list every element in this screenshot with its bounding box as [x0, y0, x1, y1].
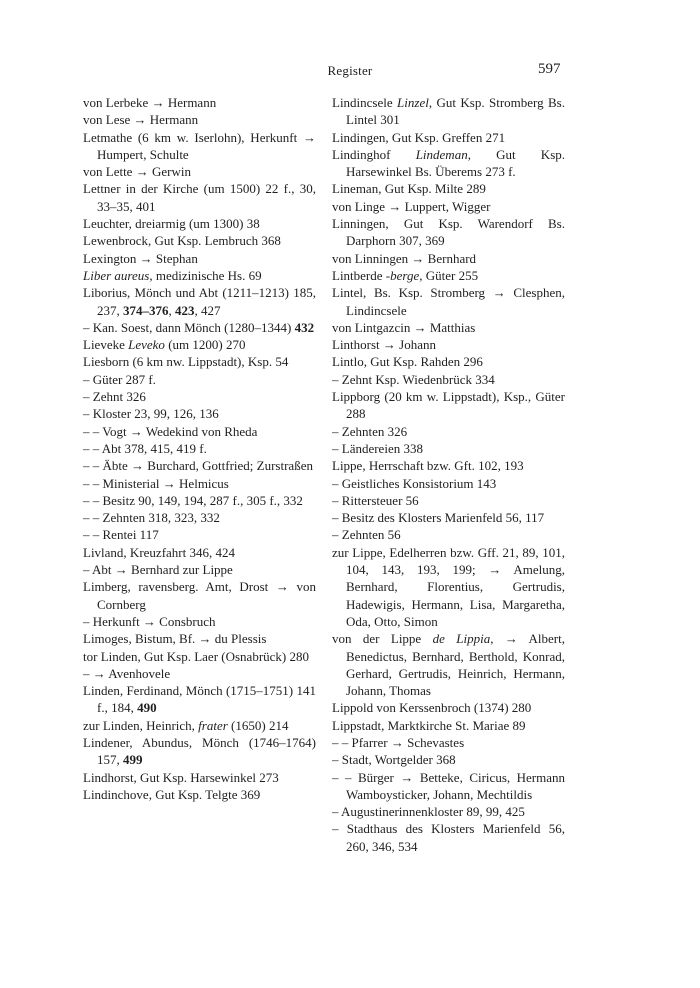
- index-entry-text: von Linningen → Bernhard: [332, 250, 477, 266]
- index-entry-text: – – Bürger → Betteke, Ciricus, Hermann Wamboysticker, Johann, Mechtildis: [332, 769, 565, 802]
- index-entry: [83, 786, 316, 803]
- index-entry: [332, 371, 565, 388]
- index-entry: [332, 146, 565, 181]
- index-entry-text: Letmathe (6 km w. Iserlohn), Herkunft → Humpert, Schulte: [83, 129, 316, 162]
- index-entry-text: – – Abt 378, 415, 419 f.: [83, 440, 207, 456]
- index-entry: [332, 388, 565, 423]
- index-entry-text: von Lese → Hermann: [83, 112, 199, 128]
- index-entry-text: Lippstadt, Marktkirche St. Mariae 89: [332, 717, 526, 733]
- index-entry: [83, 353, 316, 370]
- running-header: Register: [327, 63, 373, 78]
- index-entry: [332, 734, 565, 751]
- index-entry-text: – – Ministerial → Helmicus: [83, 475, 229, 491]
- index-entry-text: – Stadthaus des Klosters Marienfeld 56, 260, 346, 534: [332, 821, 565, 854]
- index-entry-text: Linden, Ferdinand, Mönch (1715–1751) 141 f., 184,: [83, 683, 316, 716]
- index-entry-text: 432: [294, 319, 315, 335]
- index-entry: [332, 198, 565, 215]
- index-entry-text: – – Vogt → Wedekind von Rheda: [83, 423, 258, 439]
- index-entry-text: Lieveke: [83, 337, 129, 353]
- index-entry-text: tor Linden, Gut Ksp. Laer (Osnabrück) 280: [83, 648, 309, 664]
- index-entry: [83, 129, 316, 164]
- index-entry-text: Lintel, Bs. Ksp. Stromberg → Clesphen, Lindincsele: [332, 285, 565, 318]
- index-entry: [83, 388, 316, 405]
- index-entry-text: frater: [198, 717, 228, 733]
- index-entry: [332, 526, 565, 543]
- index-entry-text: 490: [137, 700, 157, 716]
- index-entry: [83, 423, 316, 440]
- index-entry-text: Limoges, Bistum, Bf. → du Plessis: [83, 631, 267, 647]
- index-entry-text: Linthorst → Johann: [332, 337, 436, 353]
- index-entry-text: – → Avenhovele: [83, 665, 171, 681]
- index-entry-text: – – Pfarrer → Schevastes: [332, 734, 465, 750]
- index-entry: [83, 440, 316, 457]
- index-entry: [332, 319, 565, 336]
- index-entry: [332, 129, 565, 146]
- index-entry: [83, 371, 316, 388]
- index-entry-text: Lindeman: [415, 146, 468, 162]
- index-entry-text: – Ländereien 338: [332, 440, 423, 456]
- index-entry-text: , Güter 255: [419, 267, 479, 283]
- index-entry-text: 423: [175, 302, 195, 318]
- index-entry: [332, 267, 565, 284]
- index-entry-text: 374–376: [123, 302, 169, 318]
- index-entry-text: – Zehnten 56: [332, 527, 401, 543]
- index-entry: [332, 250, 565, 267]
- index-entry: [332, 475, 565, 492]
- index-entry-text: , Gut Ksp. Harsewinkel Bs. Überems 273 f.: [346, 146, 565, 180]
- index-entry: [83, 457, 316, 474]
- index-entry: [83, 578, 316, 613]
- index-entry-text: zur Lippe, Edelherren bzw. Gff. 21, 89, 101, 104, 143, 193, 199; → Amelung, Bernhard, Florentius, Gertrudis, Hadewigis, Hermann, Lisa, Margaretha, Oda, Otto, Simon: [332, 544, 565, 629]
- index-entry: [83, 475, 316, 492]
- index-entry: [332, 509, 565, 526]
- index-entry-text: Linzel: [397, 95, 429, 110]
- index-entry-text: Lewenbrock, Gut Ksp. Lembruch 368: [83, 233, 281, 249]
- index-entry-text: , medizinische Hs. 69: [149, 267, 262, 283]
- index-entry-text: Lettner in der Kirche (um 1500) 22 f., 30, 33–35, 401: [83, 181, 316, 214]
- index-entry: [83, 405, 316, 422]
- index-entry: [83, 648, 316, 665]
- index-entry: [332, 215, 565, 250]
- index-entry-text: (1650) 214: [227, 717, 289, 733]
- index-entry-text: – Rittersteuer 56: [332, 492, 419, 508]
- index-entry: [332, 820, 565, 855]
- index-entry-text: – Zehnten 326: [332, 423, 408, 439]
- index-entry: [83, 630, 316, 647]
- index-entry-text: Lindincsele: [332, 95, 398, 110]
- index-entry-text: Lindinchove, Gut Ksp. Telgte 369: [83, 786, 261, 802]
- index-entry-text: von Lintgazcin → Matthias: [332, 319, 476, 335]
- index-entry-text: – Zehnt Ksp. Wiedenbrück 334: [332, 371, 495, 387]
- index-entry-text: Liber aureus: [83, 267, 150, 283]
- index-entry-text: Livland, Kreuzfahrt 346, 424: [83, 544, 235, 560]
- index-entry: [332, 699, 565, 716]
- index-entry: [83, 267, 316, 284]
- index-entry: [83, 509, 316, 526]
- index-entry-text: Liesborn (6 km nw. Lippstadt), Ksp. 54: [83, 354, 289, 370]
- index-entry: [332, 544, 565, 630]
- index-entry-text: -berge: [385, 267, 420, 283]
- index-entry-text: , Gut Ksp. Stromberg Bs. Lintel 301: [346, 95, 565, 128]
- index-entry-text: von Lerbeke → Hermann: [83, 95, 217, 110]
- index-entry: [332, 440, 565, 457]
- index-entry: [83, 336, 316, 353]
- index-entry-text: zur Linden, Heinrich,: [83, 717, 199, 733]
- index-entry-text: , → Albert, Benedictus, Bernhard, Berthold, Konrad, Gerhard, Gertrudis, Heinrich, Hermann, Johann, Thomas: [346, 631, 565, 699]
- index-entry-text: Lineman, Gut Ksp. Milte 289: [332, 181, 486, 197]
- index-entry-text: – – Rentei 117: [83, 527, 159, 543]
- index-entry: [332, 284, 565, 319]
- index-entry: [332, 717, 565, 734]
- page-number: 597: [538, 61, 561, 77]
- index-entry-text: de Lippia: [432, 631, 491, 647]
- index-entry: [83, 561, 316, 578]
- index-entry-text: Lintberde: [332, 267, 386, 283]
- index-entry: [83, 232, 316, 249]
- index-entry-text: von Lette → Gerwin: [83, 164, 191, 180]
- index-entry-text: Limberg, ravensberg. Amt, Drost → von Cornberg: [83, 579, 316, 612]
- index-entry-text: – Zehnt 326: [83, 389, 146, 405]
- index-entry-text: – – Zehnten 318, 323, 332: [83, 510, 220, 526]
- index-entry-text: – Abt → Bernhard zur Lippe: [83, 562, 233, 578]
- index-entry: [83, 544, 316, 561]
- index-entry-text: – – Äbte → Burchard, Gottfried; Zurstraßen: [83, 458, 313, 474]
- index-entry: [83, 111, 316, 128]
- index-entry: [83, 163, 316, 180]
- index-entry: [83, 180, 316, 215]
- index-entry-text: von der Lippe: [332, 631, 433, 647]
- index-entry: [83, 94, 316, 111]
- index-entry: [332, 457, 565, 474]
- index-entry-text: Leveko: [128, 337, 165, 353]
- index-entry-text: – Stadt, Wortgelder 368: [332, 752, 456, 768]
- index-entry-text: – Güter 287 f.: [83, 371, 156, 387]
- index-entry: [83, 250, 316, 267]
- index-entry: [83, 682, 316, 717]
- index-entry: [332, 769, 565, 804]
- index-entry: [332, 353, 565, 370]
- index-entry-text: Lippborg (20 km w. Lippstadt), Ksp., Güter 288: [332, 389, 565, 422]
- index-entry-text: 499: [123, 752, 143, 768]
- index-column-right: [332, 94, 565, 855]
- index-entry: [332, 751, 565, 768]
- index-entry-text: Lindinghof: [332, 146, 416, 162]
- index-entry-text: Leuchter, dreiarmig (um 1300) 38: [83, 216, 260, 232]
- index-entry: [83, 526, 316, 543]
- index-entry-text: Linningen, Gut Ksp. Warendorf Bs. Darphorn 307, 369: [332, 216, 565, 249]
- index-entry: [332, 630, 565, 699]
- index-entry-text: – Kan. Soest, dann Mönch (1280–1344): [83, 319, 295, 335]
- index-entry-text: Lippe, Herrschaft bzw. Gft. 102, 193: [332, 458, 524, 474]
- index-entry-text: – – Besitz 90, 149, 194, 287 f., 305 f., 332: [83, 492, 303, 508]
- index-entry: [332, 336, 565, 353]
- index-entry: [332, 803, 565, 820]
- index-entry: [83, 319, 316, 336]
- index-entry-text: Lindhorst, Gut Ksp. Harsewinkel 273: [83, 769, 279, 785]
- index-entry-text: – Herkunft → Consbruch: [83, 613, 216, 629]
- index-entry: [332, 492, 565, 509]
- index-entry: [332, 94, 565, 129]
- index-entry-text: Lexington → Stephan: [83, 250, 198, 266]
- index-entry: [332, 180, 565, 197]
- index-entry-text: – Geistliches Konsistorium 143: [332, 475, 497, 491]
- index-entry-text: von Linge → Luppert, Wigger: [332, 198, 491, 214]
- index-entry-text: – Augustinerinnenkloster 89, 99, 425: [332, 804, 525, 820]
- index-entry-text: (um 1200) 270: [164, 337, 246, 353]
- index-entry-text: Liborius, Mönch und Abt (1211–1213) 185, 237,: [83, 285, 316, 318]
- index-entry-text: Lippold von Kerssenbroch (1374) 280: [332, 700, 532, 716]
- index-entry-text: – Besitz des Klosters Marienfeld 56, 117: [332, 510, 545, 526]
- index-entry-text: Lindener, Abundus, Mönch (1746–1764) 157,: [83, 734, 316, 768]
- index-entry: [83, 613, 316, 630]
- index-entry-text: Lintlo, Gut Ksp. Rahden 296: [332, 354, 483, 370]
- index-entry: [83, 734, 316, 769]
- index-entry: [332, 423, 565, 440]
- index-entry: [83, 665, 316, 682]
- index-entry-text: – Kloster 23, 99, 126, 136: [83, 406, 219, 422]
- index-entry: [83, 492, 316, 509]
- index-entry: [83, 215, 316, 232]
- index-column-left: [83, 94, 316, 803]
- index-entry-text: Lindingen, Gut Ksp. Greffen 271: [332, 129, 506, 145]
- index-entry: [83, 769, 316, 786]
- index-entry-text: , 427: [194, 302, 221, 318]
- index-entry: [83, 284, 316, 319]
- index-entry: [83, 717, 316, 734]
- index-entry-text: ,: [168, 302, 175, 318]
